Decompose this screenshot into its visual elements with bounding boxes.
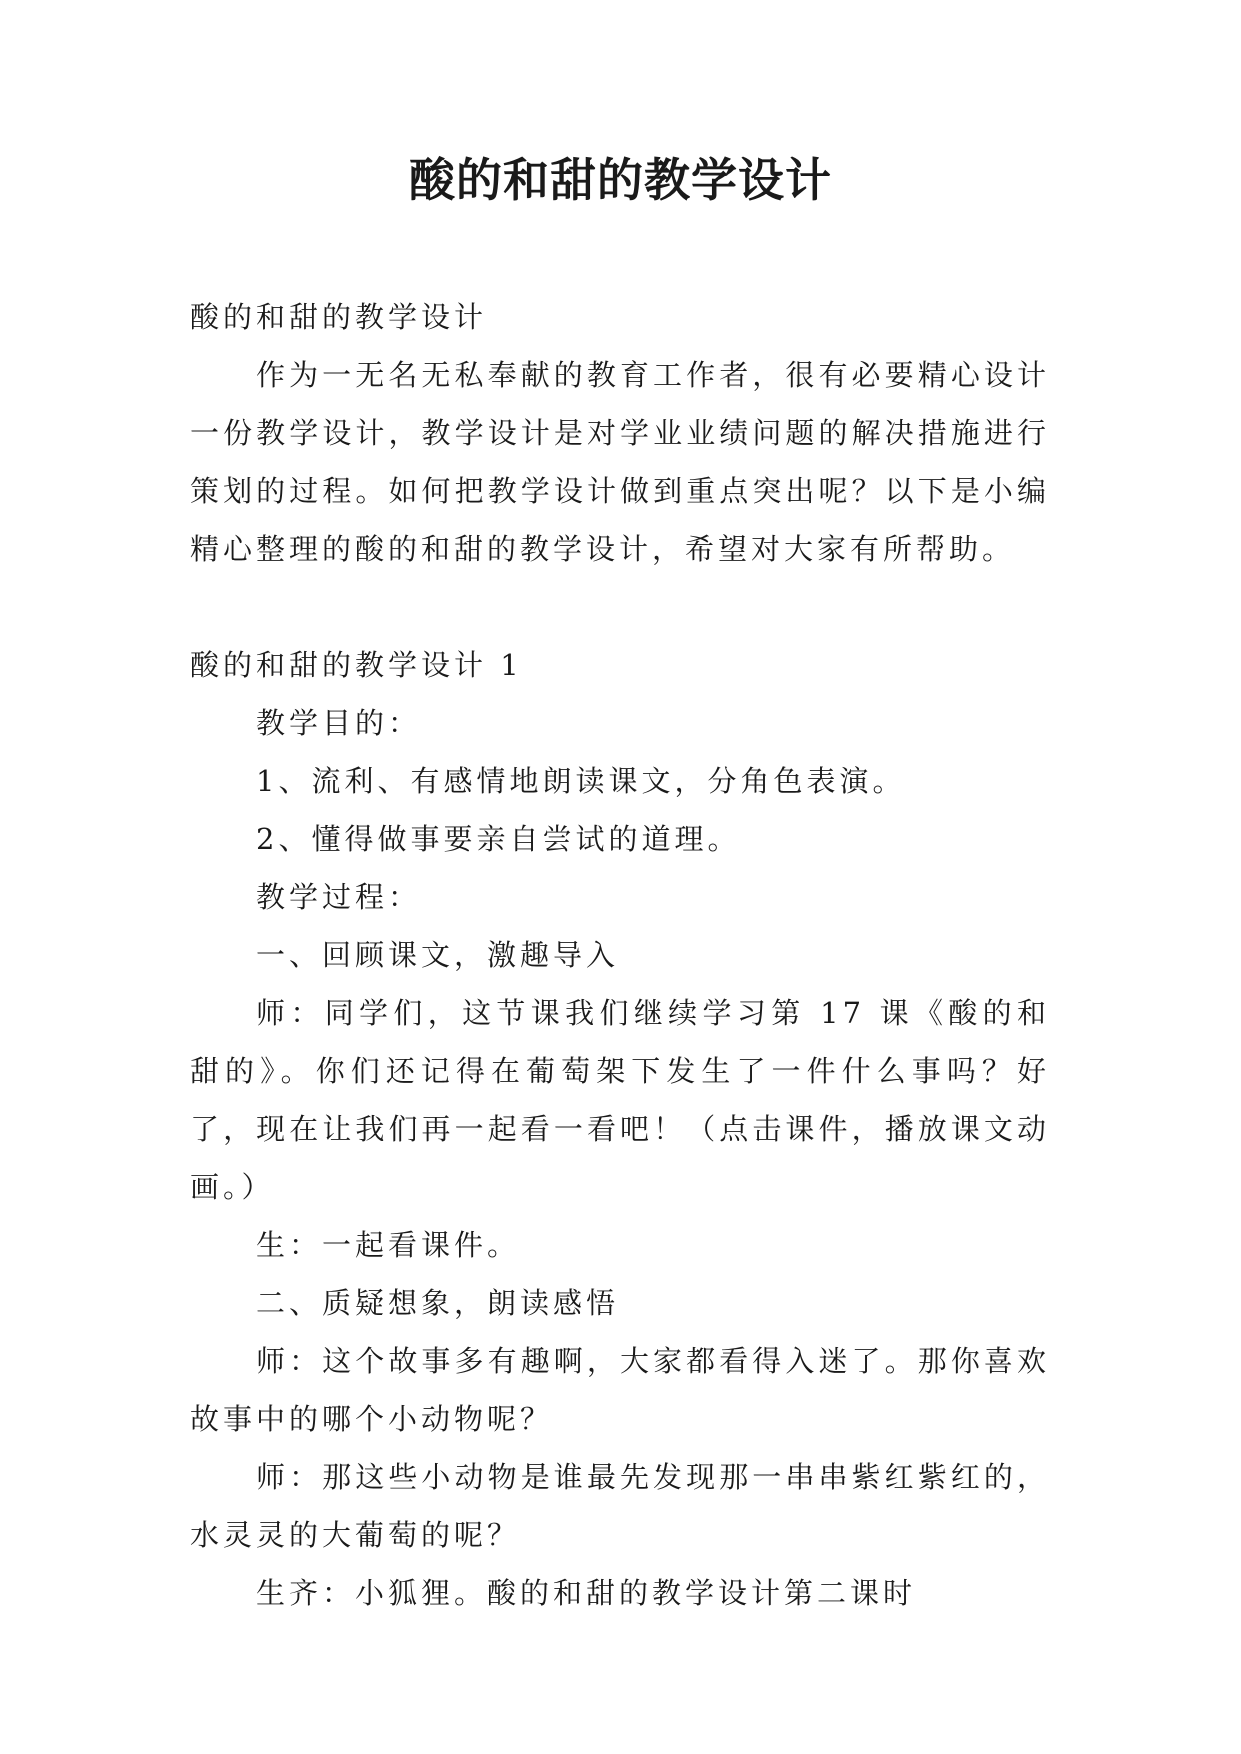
paragraph: 师：这个故事多有趣啊，大家都看得入迷了。那你喜欢故事中的哪个小动物呢？ (190, 1344, 1050, 1436)
document-body (190, 288, 1050, 1622)
paragraph: 一、回顾课文，激趣导入 (256, 938, 620, 972)
section-heading: 酸的和甜的教学设计 1 (190, 648, 523, 682)
paragraph: 二、质疑想象，朗读感悟 (256, 1286, 620, 1320)
paragraph-heading: 酸的和甜的教学设计 (190, 300, 488, 334)
paragraph-intro: 作为一无名无私奉献的教育工作者，很有必要精心设计一份教学设计，教学设计是对学业业绩问题的解决措施进行策划的过程。如何把教学设计做到重点突出呢？以下是小编精心整理的酸的和甜的教学设计，希望对大家有所帮助。 (190, 358, 1050, 566)
document-title: 酸的和甜的教学设计 (409, 153, 832, 207)
paragraph-spacer (190, 578, 1050, 636)
paragraph: 2、懂得做事要亲自尝试的道理。 (256, 822, 741, 856)
paragraph: 教学目的： (256, 706, 422, 740)
paragraph: 师：同学们，这节课我们继续学习第 17 课《酸的和甜的》。你们还记得在葡萄架下发生了一件什么事吗？好了，现在让我们再一起看一看吧！（点击课件，播放课文动画。） (190, 996, 1050, 1204)
paragraph: 1、流利、有感情地朗读课文，分角色表演。 (256, 764, 906, 798)
paragraph: 生：一起看课件。 (256, 1228, 521, 1262)
paragraph: 教学过程： (256, 880, 422, 914)
paragraph: 生齐：小狐狸。酸的和甜的教学设计第二课时 (256, 1576, 917, 1610)
paragraph: 师：那这些小动物是谁最先发现那一串串紫红紫红的，水灵灵的大葡萄的呢？ (190, 1460, 1050, 1552)
